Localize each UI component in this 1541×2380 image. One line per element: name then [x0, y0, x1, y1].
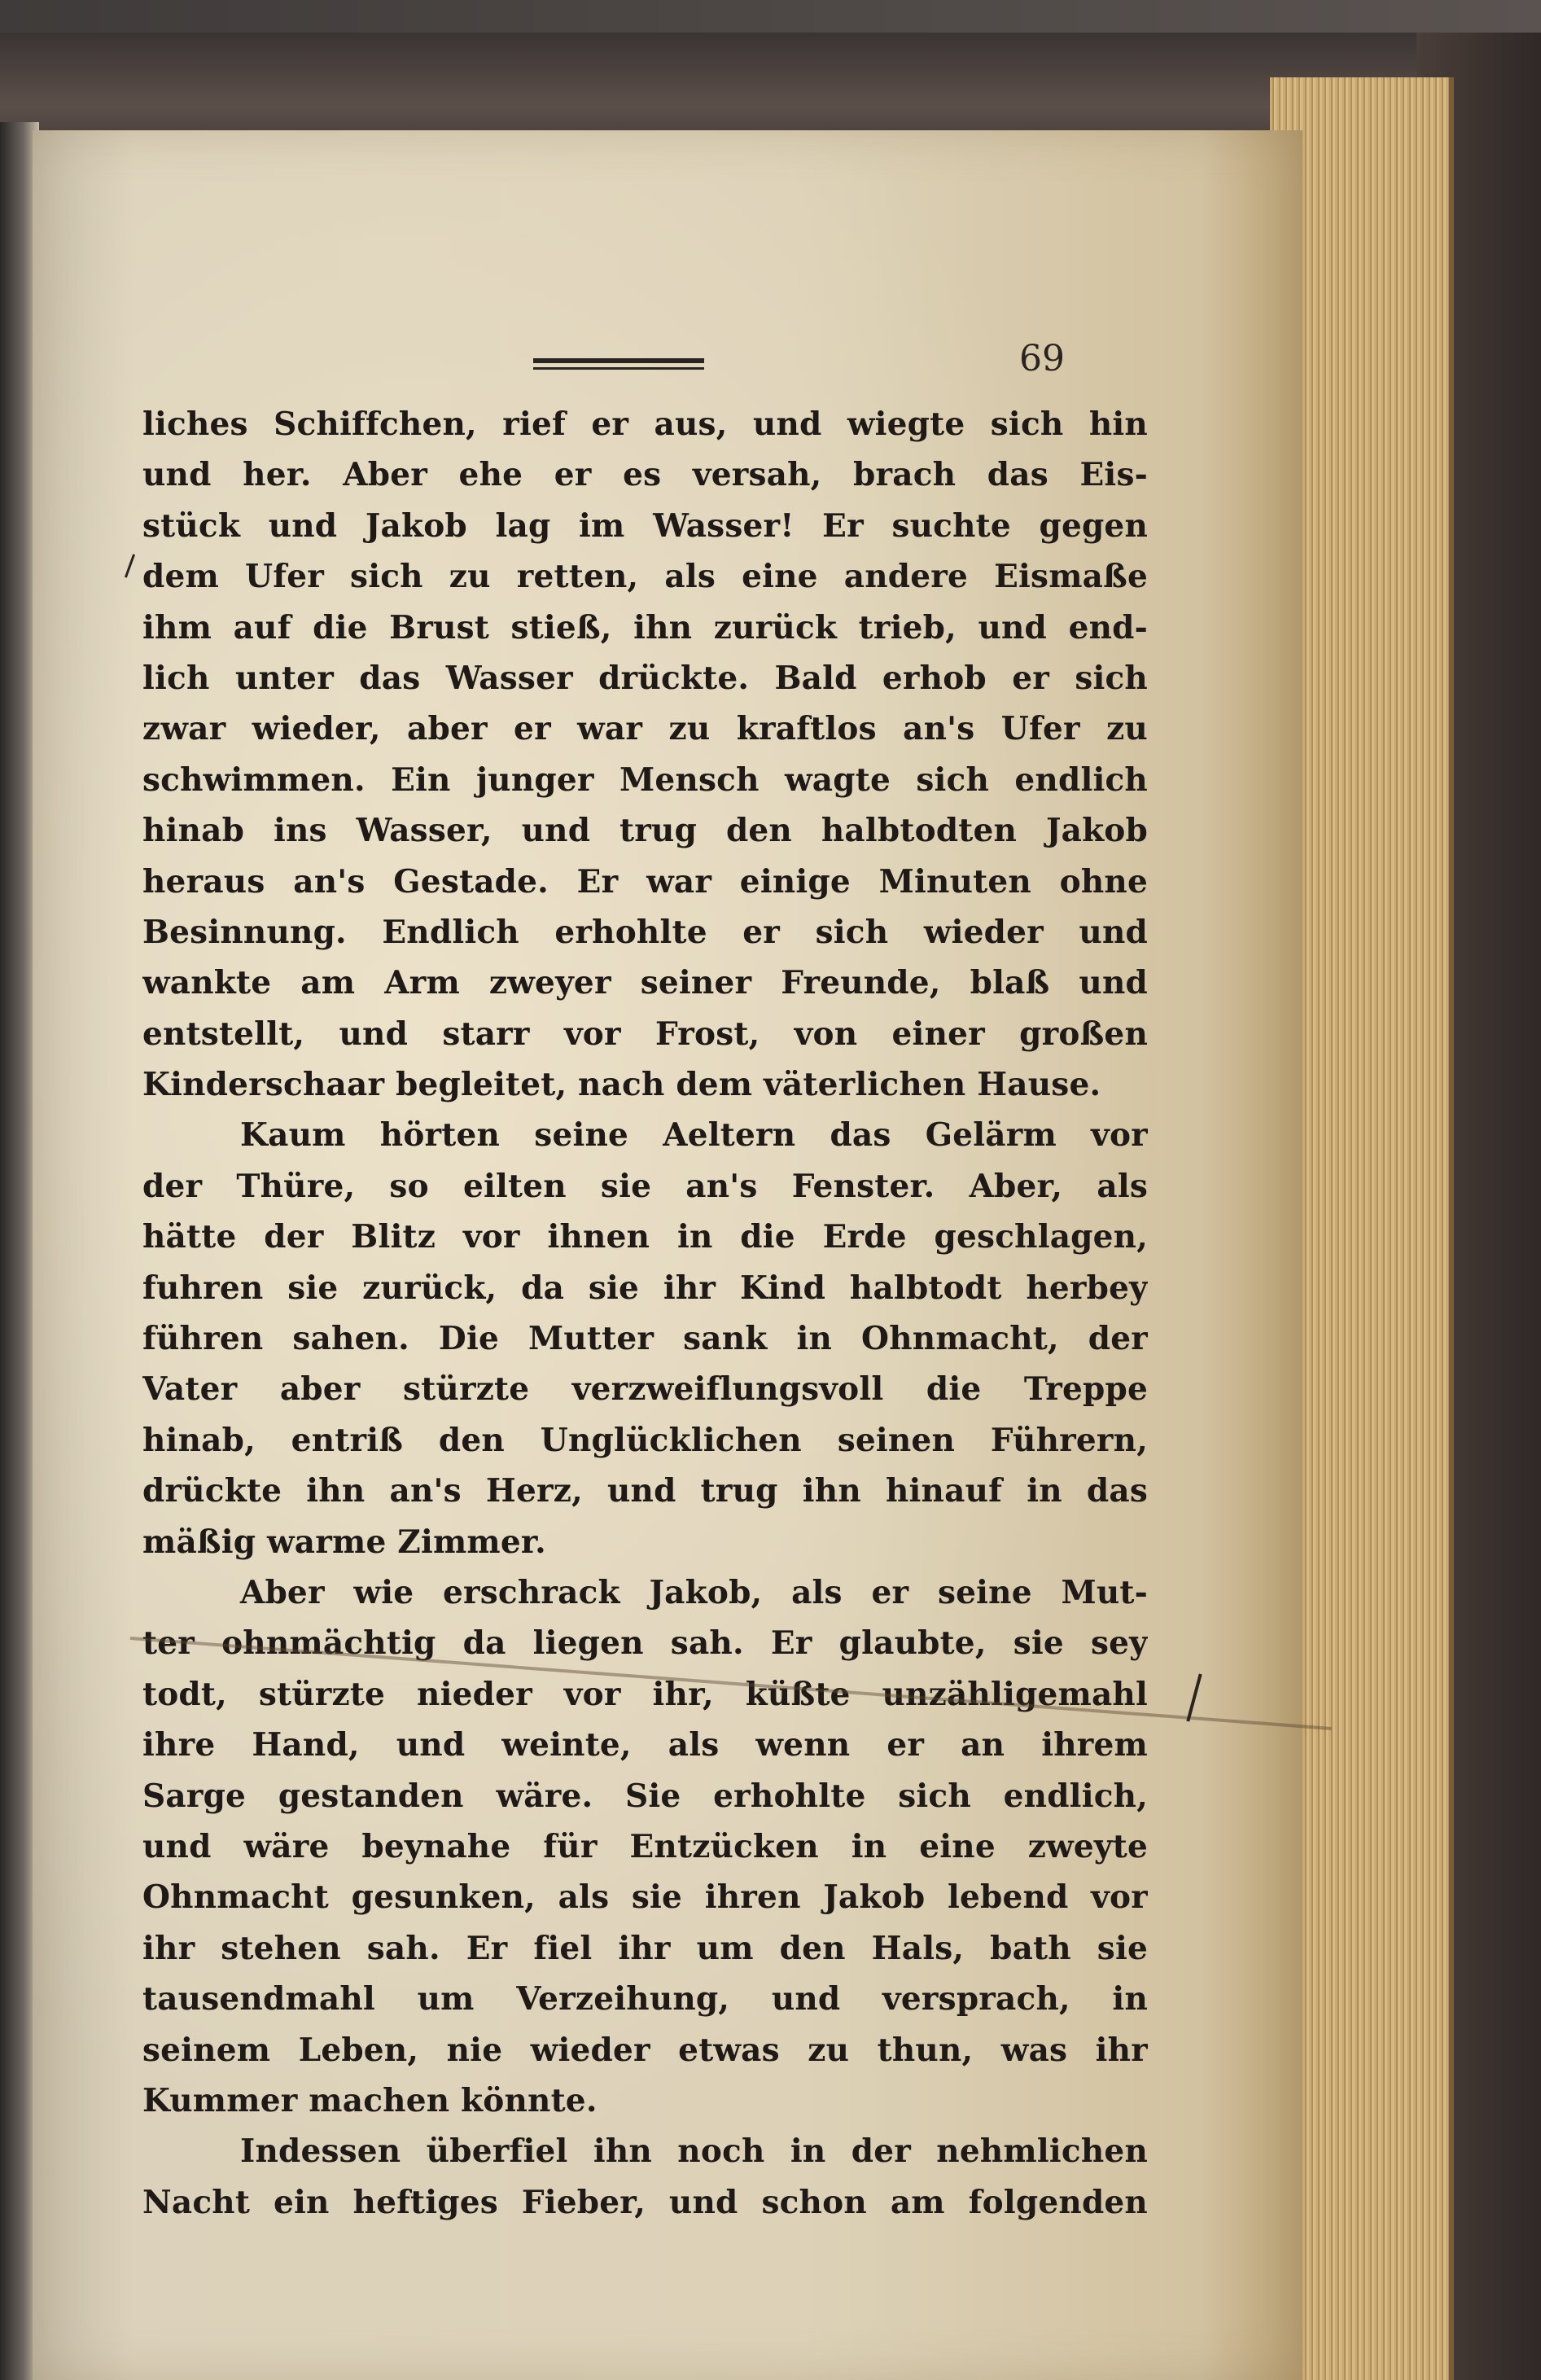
- text-line: ter ohnmächtig da liegen sah. Er glaubte, sie sey: [142, 1624, 1148, 1663]
- text-line: Vater aber stürzte verzweiflungsvoll die Treppe: [142, 1370, 1148, 1409]
- text-line: Indessen überfiel ihn noch in der nehmlichen: [240, 2132, 1148, 2171]
- text-line: tausendmahl um Verzeihung, und versprach, in: [142, 1980, 1148, 2018]
- margin-mark: [125, 554, 135, 577]
- text-line: ihr stehen sah. Er fiel ihr um den Hals, bath sie: [142, 1929, 1148, 1967]
- text-line: seinem Leben, nie wieder etwas zu thun, was ihr: [142, 2031, 1148, 2069]
- body-text: [142, 399, 1148, 2228]
- text-line: Kummer machen könnte.: [142, 2081, 598, 2119]
- text-line: Kinderschaar begleitet, nach dem väterlichen Hause.: [142, 1066, 1101, 1104]
- text-line: Ohnmacht gesunken, als sie ihren Jakob lebend vor: [142, 1878, 1148, 1917]
- text-line: und her. Aber ehe er es versah, brach das Eis-: [142, 456, 1148, 494]
- text-line: der Thüre, so eilten sie an's Fenster. Aber, als: [142, 1167, 1148, 1205]
- text-line: und wäre beynahe für Entzücken in eine zweyte: [142, 1827, 1148, 1865]
- text-line: entstellt, und starr vor Frost, von einer großen: [142, 1015, 1148, 1053]
- header-rule: [533, 358, 704, 370]
- text-line: hinab ins Wasser, und trug den halbtodten Jakob: [142, 812, 1148, 850]
- margin-mark: [1186, 1674, 1202, 1722]
- text-line: liches Schiffchen, rief er aus, und wiegte sich hin: [142, 405, 1148, 443]
- text-line: Sarge gestanden wäre. Sie erhohlte sich endlich,: [142, 1777, 1148, 1815]
- text-line: führen sahen. Die Mutter sank in Ohnmacht, der: [142, 1320, 1148, 1358]
- page-number: 69: [1019, 338, 1065, 379]
- text-line: Nacht ein heftiges Fieber, und schon am folgenden: [142, 2183, 1148, 2221]
- text-line: drückte ihn an's Herz, und trug ihn hinauf in das: [142, 1472, 1148, 1510]
- text-line: hätte der Blitz vor ihnen in die Erde geschlagen,: [142, 1218, 1148, 1256]
- text-line: dem Ufer sich zu retten, als eine andere Eismaße: [142, 558, 1148, 596]
- text-line: Kaum hörten seine Aeltern das Gelärm vor: [240, 1116, 1148, 1155]
- text-line: zwar wieder, aber er war zu kraftlos an's Ufer zu: [142, 710, 1148, 748]
- text-line: ihre Hand, und weinte, als wenn er an ihrem: [142, 1726, 1148, 1764]
- text-line: heraus an's Gestade. Er war einige Minuten ohne: [142, 862, 1148, 901]
- text-line: fuhren sie zurück, da sie ihr Kind halbtodt herbey: [142, 1269, 1148, 1307]
- text-line: stück und Jakob lag im Wasser! Er suchte gegen: [142, 506, 1148, 545]
- text-line: ihm auf die Brust stieß, ihn zurück trieb, und end-: [142, 608, 1148, 647]
- text-line: Aber wie erschrack Jakob, als er seine Mut-: [240, 1573, 1148, 1611]
- text-line: Besinnung. Endlich erhohlte er sich wieder und: [142, 913, 1148, 951]
- text-line: schwimmen. Ein junger Mensch wagte sich endlich: [142, 760, 1148, 799]
- text-line: todt, stürzte nieder vor ihr, küßte unzähligemahl: [142, 1675, 1148, 1713]
- text-line: lich unter das Wasser drückte. Bald erhob er sich: [142, 659, 1148, 697]
- text-line: mäßig warme Zimmer.: [142, 1523, 546, 1561]
- text-line: hinab, entriß den Unglücklichen seinen Führern,: [142, 1421, 1148, 1459]
- text-line: wankte am Arm zweyer seiner Freunde, blaß und: [142, 964, 1148, 1002]
- book-page: [33, 130, 1302, 2380]
